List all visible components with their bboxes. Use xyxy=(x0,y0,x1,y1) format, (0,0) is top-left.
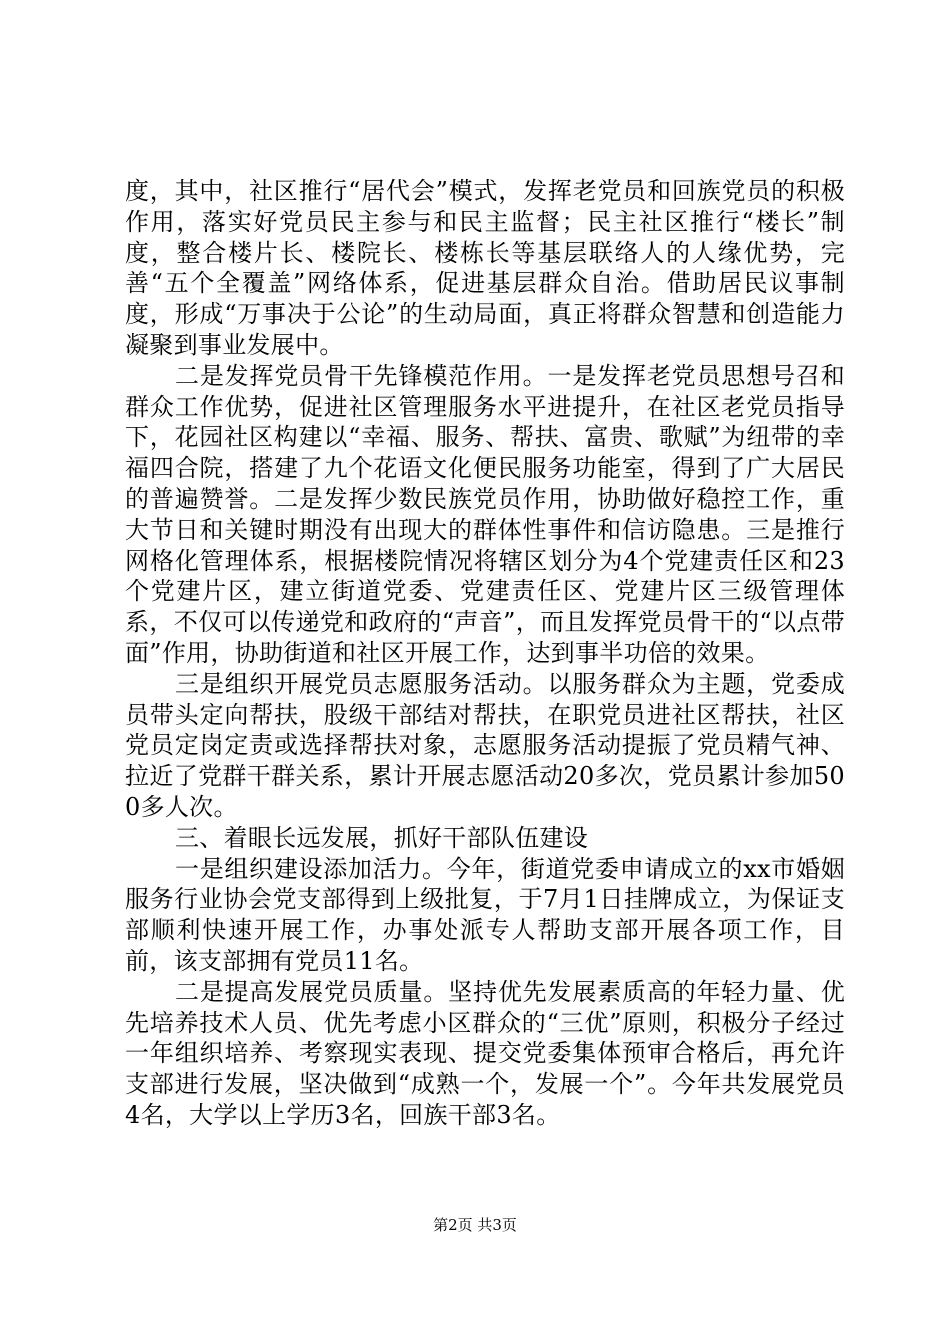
document-body xyxy=(125,176,845,1131)
paragraph-volunteer-service: 三是组织开展党员志愿服务活动。以服务群众为主题，党委成员带头定向帮扶，股级干部结对帮扶，在职党员进社区帮扶，社区党员定岗定责或选择帮扶对象，志愿服务活动提振了党员精气神、拉近了党群干群关系，累计开展志愿活动20多次，党员累计参加500多人次。 xyxy=(125,669,845,821)
paragraph-member-quality: 二是提高发展党员质量。坚持优先发展素质高的年轻力量、优先培养技术人员、优先考虑小区群众的“三优”原则，积极分子经过一年组织培养、考察现实表现、提交党委集体预审合格后，再允许支部进行发展，坚决做到“成熟一个，发展一个”。今年共发展党员4名，大学以上学历3名，回族干部3名。 xyxy=(125,977,845,1129)
paragraph-continued: 度，其中，社区推行“居代会”模式，发挥老党员和回族党员的积极作用，落实好党员民主参与和民主监督；民主社区推行“楼长”制度，整合楼片长、楼院长、楼栋长等基层联络人的人缘优势，完善“五个全覆盖”网络体系，促进基层群众自治。借助居民议事制度，形成“万事决于公论”的生动局面，真正将群众智慧和创造能力凝聚到事业发展中。 xyxy=(125,177,845,359)
paragraph-party-members-role: 二是发挥党员骨干先锋模范作用。一是发挥老党员思想号召和群众工作优势，促进社区管理服务水平进提升，在社区老党员指导下，花园社区构建以“幸福、服务、帮扶、富贵、歌赋”为纽带的幸福四合院，搭建了九个花语文化便民服务功能室，得到了广大居民的普遍赞誉。二是发挥少数民族党员作用，协助做好稳控工作，重大节日和关键时期没有出现大的群体性事件和信访隐患。三是推行网格化管理体系，根据楼院情况将辖区划分为4个党建责任区和23个党建片区，建立街道党委、党建责任区、党建片区三级管理体系，不仅可以传递党和政府的“声音”，而且发挥党员骨干的“以点带面”作用，协助街道和社区开展工作，达到事半功倍的效果。 xyxy=(125,361,845,667)
page-footer: 第2页 共3页 xyxy=(433,1216,517,1234)
paragraph-organization-building: 一是组织建设添加活力。今年，街道党委申请成立的xx市婚姻服务行业协会党支部得到上级批复，于7月1日挂牌成立，为保证支部顺利快速开展工作，办事处派专人帮助支部开展各项工作，目前，该支部拥有党员11名。 xyxy=(125,854,845,975)
section-heading: 三、着眼长远发展，抓好干部队伍建设 xyxy=(175,823,589,852)
